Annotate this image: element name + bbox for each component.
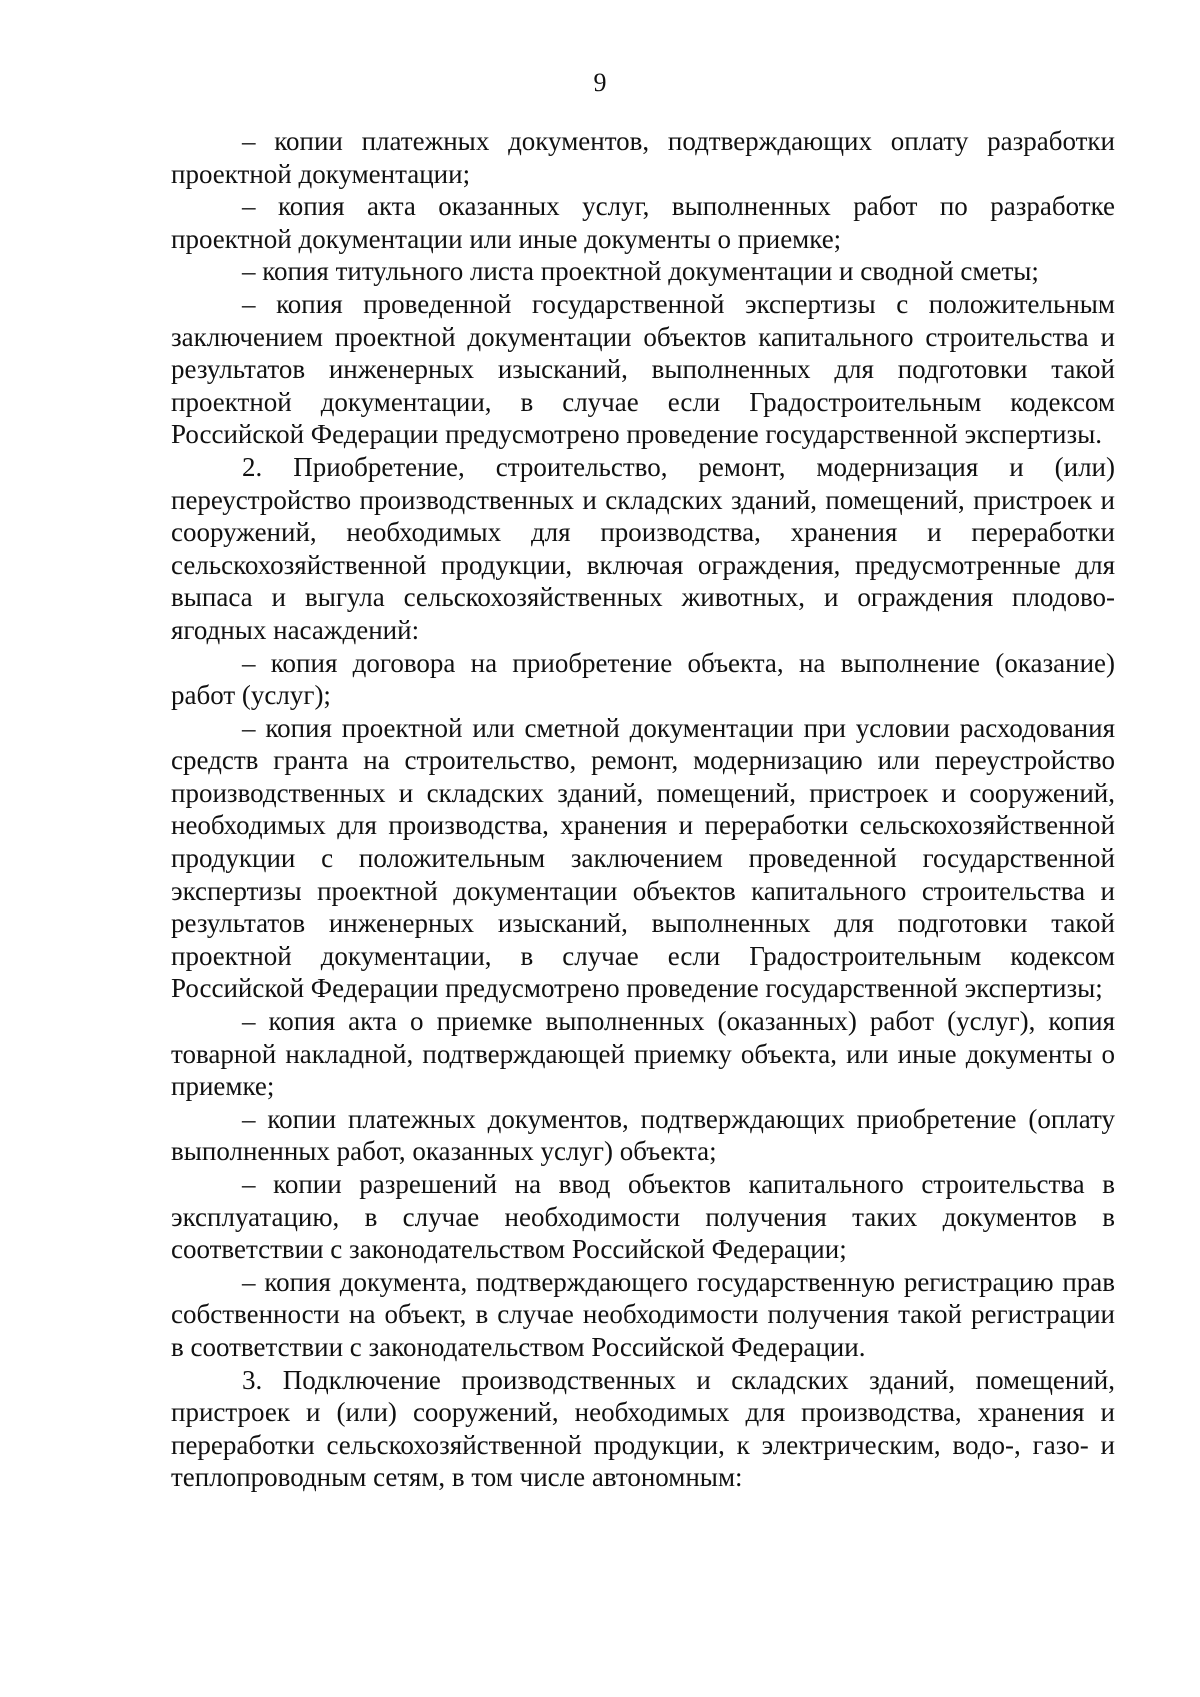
paragraph-project-estimate-docs: – копия проектной или сметной документации при условии расходования средств гранта на строительство, ремонт, модернизацию или переустройство производственных и складских зданий, помещений, пристроек и сооружений, необходимых для производства, хранения и переработки сельскохозяйственной продукции с положительным заключением проведенной государственной экспертизы проектной документации объектов капитального строительства и результатов инженерных изысканий, выполненных для подготовки такой проектной документации, в случае если Градостроительным кодексом Российской Федерации предусмотрено проведение государственной экспертизы; bbox=[171, 712, 1115, 1004]
paragraph-acceptance-act: – копия акта о приемке выполненных (оказанных) работ (услуг), копия товарной накладной, подтверждающей приемку объекта, или иные документы о приемке; bbox=[171, 1006, 1115, 1102]
paragraph-section-3-heading: 3. Подключение производственных и складских зданий, помещений, пристроек и (или) сооружений, необходимых для производства, хранения и переработки сельскохозяйственной продукции, к электрическим, водо-, газо- и теплопроводным сетям, в том числе автономным: bbox=[171, 1364, 1115, 1493]
paragraph-payment-docs-purchase: – копии платежных документов, подтверждающих приобретение (оплату выполненных работ, оказанных услуг) объекта; bbox=[171, 1103, 1115, 1167]
paragraph-contract-copy: – копия договора на приобретение объекта, на выполнение (оказание) работ (услуг); bbox=[171, 647, 1115, 711]
paragraph-state-expertise: – копия проведенной государственной экспертизы с положительным заключением проектной документации объектов капитального строительства и результатов инженерных изысканий, выполненных для подготовки такой проектной документации, в случае если Градостроительным кодексом Российской Федерации предусмотрено проведение государственной экспертизы. bbox=[171, 288, 1115, 450]
paragraph-commissioning-permits: – копии разрешений на ввод объектов капитального строительства в эксплуатацию, в случае необходимости получения таких документов в соответствии с законодательством Российской Федерации; bbox=[171, 1169, 1115, 1265]
paragraph-title-sheet: – копия титульного листа проектной документации и сводной сметы; bbox=[242, 256, 1039, 287]
paragraph-services-act: – копия акта оказанных услуг, выполненных работ по разработке проектной документации или иные документы о приемке; bbox=[171, 191, 1115, 254]
paragraph-ownership-registration: – копия документа, подтверждающего государственную регистрацию прав собственности на объект, в случае необходимости получения такой регистрации в соответствии с законодательством Российской Федерации. bbox=[171, 1266, 1115, 1362]
document-body bbox=[171, 125, 1115, 1494]
paragraph-payment-docs-design: – копии платежных документов, подтверждающих оплату разработки проектной документации; bbox=[171, 126, 1115, 189]
paragraph-section-2-heading: 2. Приобретение, строительство, ремонт, модернизация и (или) переустройство производственных и складских зданий, помещений, пристроек и сооружений, необходимых для производства, хранения и переработки сельскохозяйственной продукции, включая ограждения, предусмотренные для выпаса и выгула сельскохозяйственных животных, и ограждения плодово-ягодных насаждений: bbox=[171, 451, 1115, 645]
page-number: 9 bbox=[593, 68, 607, 97]
